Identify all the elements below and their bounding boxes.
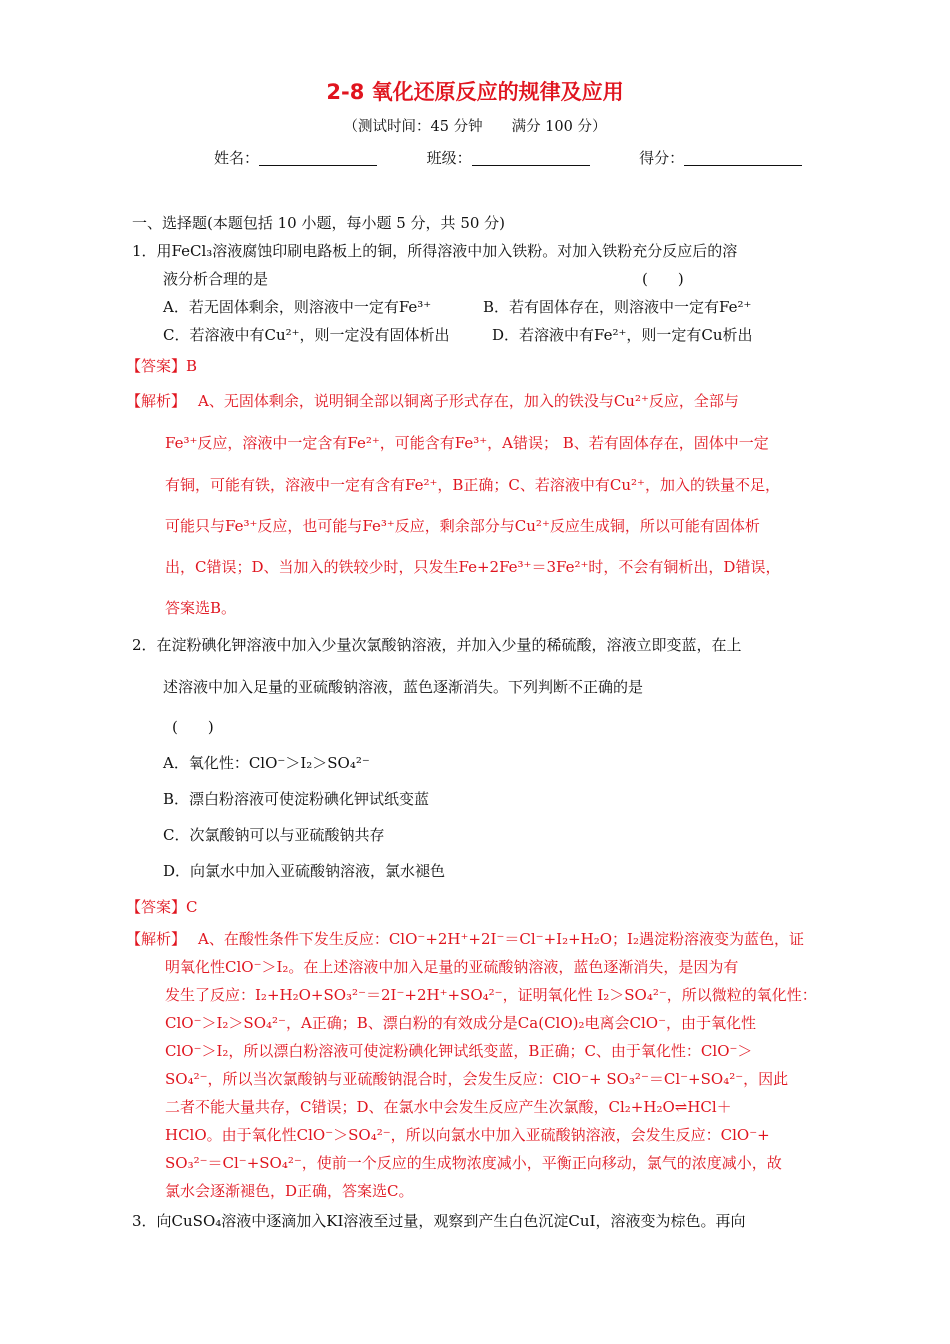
answer-label: 【答案】 (126, 898, 187, 916)
q2-analysis-line: ClO⁻＞I₂＞SO₄²⁻，A正确；B、漂白粉的有效成分是Ca(ClO)₂电离会ClO⁻，由于氧化性 (165, 1014, 757, 1032)
q2-analysis-line: 氯水会逐渐褪色，D正确，答案选C。 (165, 1182, 414, 1200)
q3-stem-line1: 3．向CuSO₄溶液中逐滴加入KI溶液至过量，观察到产生白色沉淀CuI，溶液变为棕色。再向 (132, 1212, 746, 1230)
q1-analysis-line: 可能只与Fe³⁺反应，也可能与Fe³⁺反应，剩余部分与Cu²⁺反应生成铜，所以可能有固体析 (165, 517, 760, 535)
q1-stem-line1: 1．用FeCl₃溶液腐蚀印刷电路板上的铜，所得溶液中加入铁粉。对加入铁粉充分反应后的溶 (132, 242, 738, 260)
q1-stem-line2: 液分析合理的是 (163, 270, 269, 288)
q1-analysis-line: 出，C错误；D、当加入的铁较少时，只发生Fe+2Fe³⁺＝3Fe²⁺时，不会有铜析出，D错误， (165, 558, 781, 576)
answer-value: C (186, 898, 198, 916)
section-heading: 一、选择题(本题包括 10 小题，每小题 5 分，共 50 分) (132, 214, 506, 232)
score-blank[interactable] (684, 148, 802, 166)
answer-label: 【答案】 (126, 357, 187, 375)
q2-stem-line2: 述溶液中加入足量的亚硫酸钠溶液，蓝色逐渐消失。下列判断不正确的是 (163, 678, 644, 696)
q2-option-b: B．漂白粉溶液可使淀粉碘化钾试纸变蓝 (163, 790, 430, 808)
q1-option-d: D．若溶液中有Fe²⁺，则一定有Cu析出 (492, 326, 753, 344)
name-blank[interactable] (259, 148, 377, 166)
q1-option-a: A．若无固体剩余，则溶液中一定有Fe³⁺ (163, 298, 432, 316)
q2-analysis-label: 【解析】 (126, 930, 187, 948)
q1-analysis-line: Fe³⁺反应，溶液中一定含有Fe²⁺，可能含有Fe³⁺，A错误； B、若有固体存在，固体中一定 (165, 434, 769, 452)
q2-answer (126, 896, 198, 917)
q2-option-c: C．次氯酸钠可以与亚硫酸钠共存 (163, 826, 385, 844)
q2-analysis-line: SO₃²⁻＝Cl⁻+SO₄²⁻，使前一个反应的生成物浓度减小，平衡正向移动，氯气的浓度减小，故 (165, 1154, 782, 1172)
q1-analysis-line: A、无固体剩余，说明铜全部以铜离子形式存在，加入的铁没与Cu²⁺反应，全部与 (198, 392, 739, 410)
q1-answer (126, 355, 197, 376)
q2-analysis-line: SO₄²⁻，所以当次氯酸钠与亚硫酸钠混合时，会发生反应：ClO⁻+ SO₃²⁻＝Cl⁻+SO₄²⁻，因此 (165, 1070, 789, 1088)
class-blank[interactable] (472, 148, 590, 166)
q2-option-d: D．向氯水中加入亚硫酸钠溶液，氯水褪色 (163, 862, 446, 880)
class-label: 班级： (426, 149, 472, 167)
q2-analysis-line: A、在酸性条件下发生反应：ClO⁻+2H⁺+2I⁻＝Cl⁻+I₂+H₂O；I₂遇淀粉溶液变为蓝色，证 (198, 930, 804, 948)
q2-analysis-line: 二者不能大量共存，C错误；D、在氯水中会发生反应产生次氯酸，Cl₂+H₂O⇌HCl＋ (165, 1098, 732, 1116)
student-info-row (214, 147, 834, 168)
test-info: （测试时间：45 分钟 满分 100 分） (343, 119, 607, 135)
q2-analysis-line: 明氧化性ClO⁻＞I₂。在上述溶液中加入足量的亚硫酸钠溶液，蓝色逐渐消失，是因为有 (165, 958, 739, 976)
answer-value: B (186, 357, 198, 375)
q1-option-c: C．若溶液中有Cu²⁺，则一定没有固体析出 (163, 326, 450, 344)
q2-analysis-line: ClO⁻＞I₂，所以漂白粉溶液可使淀粉碘化钾试纸变蓝，B正确；C、由于氧化性：ClO⁻＞ (165, 1042, 753, 1060)
page-title: 2-8 氧化还原反应的规律及应用 (326, 80, 624, 104)
q1-analysis-line: 有铜，可能有铁，溶液中一定有含有Fe²⁺，B正确；C、若溶液中有Cu²⁺，加入的铁量不足， (165, 476, 780, 494)
q1-analysis-label: 【解析】 (126, 392, 187, 410)
q2-stem-line1: 2．在淀粉碘化钾溶液中加入少量次氯酸钠溶液，并加入少量的稀硫酸，溶液立即变蓝，在上 (132, 636, 742, 654)
name-label: 姓名： (214, 149, 260, 167)
score-label: 得分： (639, 149, 685, 167)
q2-analysis-line: 发生了反应：I₂+H₂O+SO₃²⁻＝2I⁻+2H⁺+SO₄²⁻，证明氧化性 I₂＞SO₄²⁻，所以微粒的氧化性： (165, 986, 817, 1004)
q2-answer-paren: ( ) (172, 718, 214, 736)
q2-option-a: A．氧化性：ClO⁻＞I₂＞SO₄²⁻ (163, 754, 370, 772)
q1-option-b: B．若有固体存在，则溶液中一定有Fe²⁺ (483, 298, 752, 316)
q2-analysis-line: HClO。由于氧化性ClO⁻＞SO₄²⁻，所以向氯水中加入亚硫酸钠溶液，会发生反应：ClO⁻+ (165, 1126, 770, 1144)
q1-analysis-line: 答案选B。 (165, 599, 237, 617)
q1-answer-paren: ( ) (642, 270, 684, 288)
